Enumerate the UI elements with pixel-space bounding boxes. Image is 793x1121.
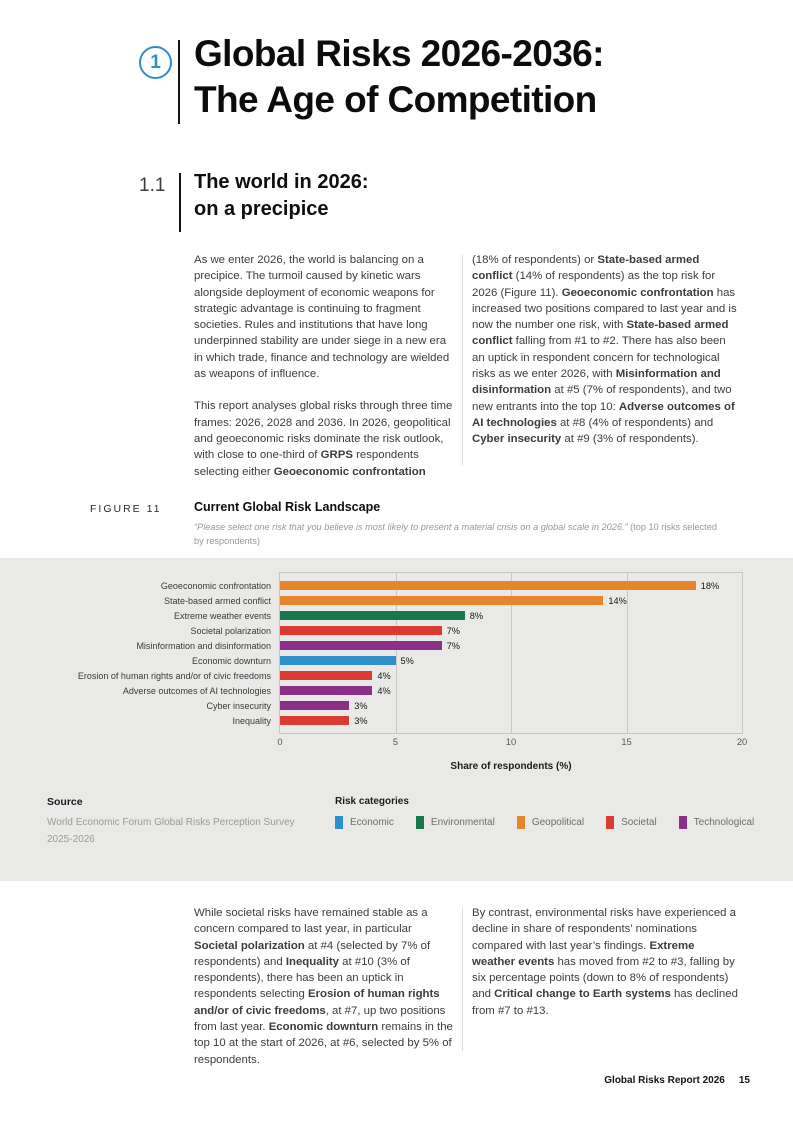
chart-bar-row <box>280 578 742 593</box>
chart-bar <box>280 686 372 695</box>
paragraph: (18% of respondents) or State-based armed conflict (14% of respondents) as the top risk for 2026 (Figure 11). Geoeconomic confrontation has increased two positions compared to last year and is now the number one risk, with State-based armed conflict falling from #1 to #2. There has also been an uptick in respondent concern for technological risks as we enter 2026, with Misinformation and disinformation at #5 (7% of respondents), and two new entrants into the top 10: Adverse outcomes of AI technologies at #8 (4% of respondents) and Cyber insecurity at #9 (3% of respondents). <box>472 254 737 446</box>
chart-bar-value: 14% <box>608 595 627 606</box>
chart-bar-value: 7% <box>446 640 460 651</box>
footer-report-name: Global Risks Report 2026 <box>604 1075 725 1086</box>
legend-swatch <box>416 816 424 829</box>
legend-title: Risk categories <box>335 796 409 807</box>
legend-label: Geopolitical <box>531 817 585 828</box>
chart-bar-value: 5% <box>400 655 414 666</box>
gridline <box>742 573 743 733</box>
legend-swatch <box>517 816 525 829</box>
section-divider <box>179 173 181 232</box>
figure-caption-note: (top 10 risks selected by respondents) <box>194 522 717 546</box>
chart-bar-label: Cyber insecurity <box>206 700 271 711</box>
legend-label: Economic <box>350 817 394 828</box>
legend-swatch <box>606 816 614 829</box>
intro-right-column <box>472 252 740 448</box>
legend-label: Societal <box>621 817 657 828</box>
chart-plot <box>279 572 743 734</box>
chapter-number-badge <box>139 46 172 79</box>
x-tick-label: 10 <box>505 737 517 747</box>
x-tick-label: 5 <box>392 737 399 747</box>
x-tick-label: 15 <box>621 737 632 747</box>
chart-bar-value: 7% <box>446 625 460 636</box>
chart-bar-row <box>280 623 742 638</box>
chart-bar-label: Erosion of human rights and/or of civic freedoms <box>77 670 271 681</box>
chart-bar <box>280 611 465 620</box>
legend-item <box>606 816 657 829</box>
chart-bar <box>280 701 349 710</box>
legend <box>335 796 754 829</box>
legend-label: Environmental <box>430 817 495 828</box>
section-title <box>194 169 368 222</box>
source-line1: World Economic Forum Global Risks Perception Survey <box>47 817 295 828</box>
legend-swatch <box>679 816 687 829</box>
figure-caption <box>194 521 719 549</box>
legend-swatch <box>335 816 343 829</box>
chart-bar-value: 4% <box>377 670 391 681</box>
legend-item <box>679 816 755 829</box>
x-tick-label: 20 <box>736 737 748 747</box>
title-divider <box>178 40 180 124</box>
chart-bar <box>280 656 396 665</box>
chart-ticks <box>277 737 748 750</box>
paragraph: This report analyses global risks through three time frames: 2026, 2028 and 2036. In 2026, geopolitical and geoeconomic risks dominate the risk outlook, with close to one-third of GRPS respondents selecting either Geoeconomic confrontation <box>194 400 453 478</box>
chart-bar-label: Extreme weather events <box>173 610 271 621</box>
paragraph: As we enter 2026, the world is balancing on a precipice. The turmoil caused by kinetic wars alongside deployment of economic weapons for strategic advantage is continuing to fragment societies. Rules and institutions that have long underpinned stability are under siege in a new era in which trade, finance and technology are wielded as weapons of influence. <box>194 254 450 381</box>
legend-item <box>517 816 584 829</box>
legend-label: Technological <box>693 817 755 828</box>
column-divider <box>462 908 463 1051</box>
source-label: Source <box>47 796 83 808</box>
chart-bar-row <box>280 668 742 683</box>
chart-bar-label: Economic downturn <box>191 655 271 666</box>
intro-left-column <box>194 252 456 480</box>
x-axis-title: Share of respondents (%) <box>450 761 572 772</box>
chart-bar <box>280 641 442 650</box>
chart-bar-label: Adverse outcomes of AI technologies <box>122 685 271 696</box>
chart-bar <box>280 671 372 680</box>
paragraph: By contrast, environmental risks have experienced a decline in share of respondents’ nominations compared with last year’s findings. Extreme weather events has moved from #2 to #3, falling by six percentage points (down to 8% of respondents) and Critical change to Earth systems has declined from #7 to #13. <box>472 907 738 1017</box>
chart-bar-row <box>280 608 742 623</box>
chart-bar <box>280 716 349 725</box>
page-title <box>194 31 604 123</box>
chart-bar-row <box>280 653 742 668</box>
chart-bar-row <box>280 698 742 713</box>
page-title-line1: Global Risks 2026-2036: <box>194 33 604 74</box>
body-right-column <box>472 905 740 1019</box>
chart-labels <box>47 572 279 734</box>
chart-bar-value: 3% <box>354 715 368 726</box>
chart-bar-label: Misinformation and disinformation <box>136 640 271 651</box>
page-title-line2: The Age of Competition <box>194 78 597 120</box>
legend-item <box>416 816 495 829</box>
chart-bar-row <box>280 593 742 608</box>
section-title-line1: The world in 2026: <box>194 171 369 193</box>
figure-label: FIGURE 11 <box>90 503 162 515</box>
source-block <box>47 796 295 848</box>
chart-bar-row <box>280 713 742 728</box>
chart-bar-row <box>280 683 742 698</box>
chart-bar-label: State-based armed conflict <box>163 595 271 606</box>
figure-title: Current Global Risk Landscape <box>194 500 381 514</box>
page-footer <box>604 1075 750 1086</box>
figure-panel <box>0 558 793 881</box>
chart-bar-value: 18% <box>700 580 720 591</box>
footer-page-number: 15 <box>738 1075 750 1086</box>
column-divider <box>462 255 463 465</box>
chart-bar-label: Societal polarization <box>190 625 271 636</box>
chart-bar-row <box>280 638 742 653</box>
legend-items <box>335 816 754 829</box>
chart-bar-value: 4% <box>377 685 391 696</box>
chart-bar-value: 3% <box>354 700 368 711</box>
section-title-line2: on a precipice <box>194 197 329 220</box>
figure-caption-quote: “Please select one risk that you believe is most likely to present a material crisis on a global scale in 2026.” <box>194 522 628 532</box>
chart-bar <box>280 596 603 605</box>
chart-bar-label: Inequality <box>232 715 271 726</box>
source-line2: 2025-2026 <box>47 833 95 845</box>
paragraph: While societal risks have remained stable as a concern compared to last year, in particular Societal polarization at #4 (selected by 7% of respondents) and Inequality at #10 (3% of respondents), there has been an uptick in respondents selecting Erosion of human rights and/or of civic freedoms, at #7, up two positions from last year. Economic downturn remains in the top 10 at the start of 2026, at #6, selected by 5% of respondents. <box>194 907 453 1066</box>
chapter-number: 1 <box>150 51 161 73</box>
x-tick-label: 0 <box>277 737 283 747</box>
chart-bar-value: 8% <box>469 610 484 621</box>
section-number: 1.1 <box>139 175 166 196</box>
chart-bar <box>280 626 442 635</box>
body-left-column <box>194 905 456 1068</box>
bar-chart <box>47 572 748 772</box>
legend-item <box>335 816 394 829</box>
chart-bar-label: Geoeconomic confrontation <box>160 580 271 591</box>
chart-bar <box>280 581 696 590</box>
